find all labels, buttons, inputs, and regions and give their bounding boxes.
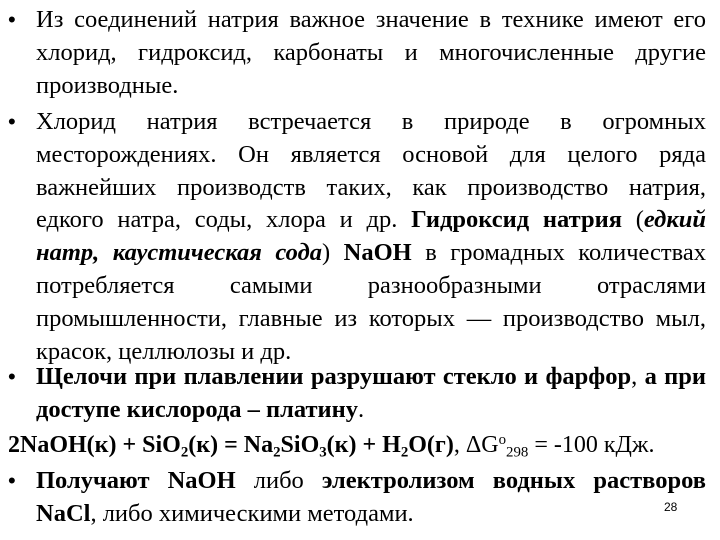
bullet-item-3: [8, 361, 707, 427]
alkali-glass-statement: Щелочи при плавлении разрушают стекло и фарфор: [36, 363, 632, 390]
equation-part: (к) + H: [326, 432, 401, 458]
alkali-platinum-statement: а при доступе кислорода – платину: [36, 363, 707, 423]
gibbs-energy-label: , ΔG: [453, 432, 499, 458]
bullet-4-either: либо: [235, 467, 322, 494]
bullet-icon: •: [8, 364, 16, 389]
equation-subscript: 3: [319, 444, 327, 461]
bullet-item-1: [8, 4, 706, 102]
gibbs-energy-value: = -100 кДж.: [528, 432, 655, 458]
equation-part: 2NaOH(к) + SiO: [8, 432, 181, 458]
equation-part: (к) = Na: [188, 432, 274, 458]
equation-subscript: 2: [180, 444, 189, 461]
sodium-hydroxide-term: Гидроксид натрия: [411, 206, 622, 234]
bullet-item-4: [8, 465, 706, 531]
bullet-3-comma: ,: [631, 363, 645, 390]
preparation-term: Получают NaOH: [36, 467, 236, 494]
temperature-subscript: 298: [506, 444, 529, 461]
bullet-1-text: Из соединений натрия важное значение в технике имеют его хлорид, гидроксид, карбонаты и многочисленные другие производные.: [36, 6, 706, 99]
bullet-2-text: Хлорид натрия встречается в природе в огромных месторождениях. Он является основой для целого ряда важнейших производств таких, как производство натрия, едкого натра, соды, хлора и др.: [36, 108, 706, 234]
bullet-item-2: [8, 106, 706, 368]
equation-part: SiO: [280, 432, 320, 458]
naoh-formula: NaOH: [343, 239, 412, 267]
bullet-2-paren-close: ): [321, 239, 344, 267]
bullet-icon: •: [8, 109, 16, 134]
reaction-equation: [8, 429, 720, 462]
bullet-4-text-end: , либо химическими методами.: [90, 499, 414, 527]
equation-subscript: 2: [400, 444, 409, 461]
bullet-icon: •: [8, 7, 16, 32]
equation-subscript: 2: [273, 444, 281, 461]
bullet-3-period: .: [358, 395, 365, 423]
electrolysis-method: электролизом водных растворов NaCl: [36, 467, 706, 527]
bullet-2-text-end: в громадных количествах потребляется самыми разнообразными отраслями промышленности, главные из которых — производство мыл, красок, целлюлозы и др.: [36, 239, 706, 365]
bullet-icon: •: [8, 468, 16, 493]
bullet-2-paren-open: (: [621, 206, 644, 234]
sodium-hydroxide-synonyms: едкий натр, каустическая сода: [36, 206, 706, 267]
page-number: 28: [664, 500, 678, 514]
equation-part: O(г): [408, 432, 454, 458]
standard-state-superscript: o: [498, 431, 507, 448]
